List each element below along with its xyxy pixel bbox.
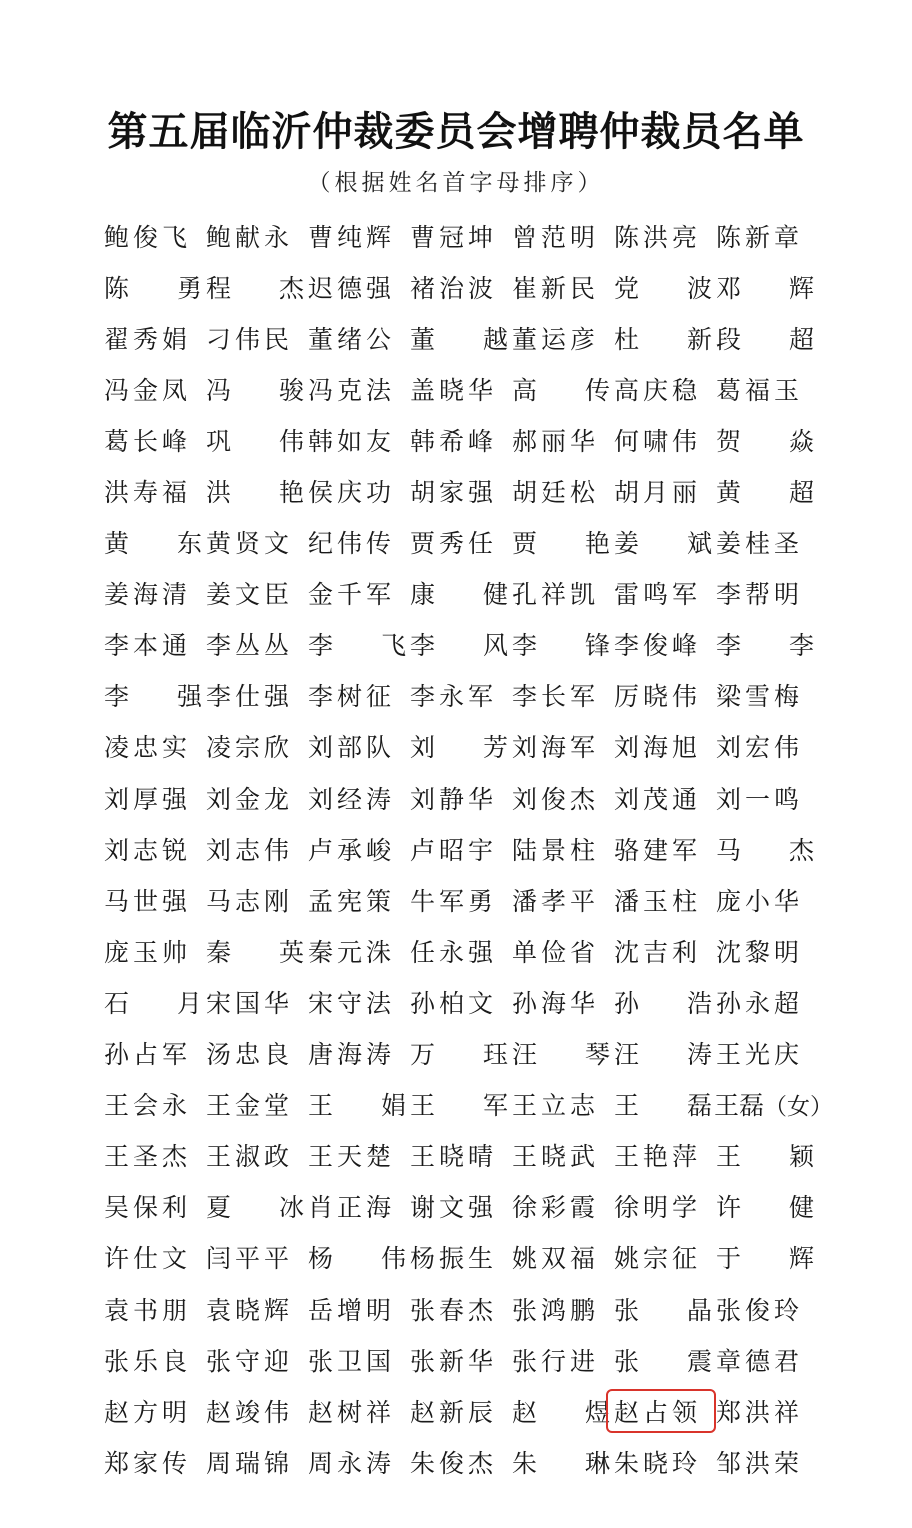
name-entry: 刘 经 涛: [307, 784, 391, 814]
name-entry: 任 永 强: [409, 937, 493, 967]
name-entry: 姚 宗 征: [613, 1244, 697, 1274]
name-entry: 雷 鸣 军: [613, 580, 697, 610]
name-entry: 刘 芳: [409, 733, 508, 763]
name-entry: 刘 海 旭: [613, 733, 697, 763]
name-entry: 李 丛 丛: [205, 631, 289, 661]
name-entry: 王 艳 萍: [613, 1142, 697, 1172]
name-entry: 段 超: [715, 324, 814, 354]
name-row: [100, 1334, 890, 1385]
name-entry: 侯 庆 功: [307, 478, 391, 508]
name-entry: 刘 静 华: [409, 784, 493, 814]
name-entry: 陈 新 章: [715, 222, 799, 252]
name-row: [100, 261, 890, 312]
name-entry: 刘 宏 伟: [715, 733, 799, 763]
name-entry: 杨 振 生: [409, 1244, 493, 1274]
name-entry: 褚 治 波: [409, 273, 493, 303]
name-entry: 王 晓 晴: [409, 1142, 493, 1172]
name-entry: 沈 吉 利: [613, 937, 697, 967]
name-entry: 汪 琴: [511, 1040, 610, 1070]
name-entry: 王 立 志: [511, 1091, 595, 1121]
name-entry: 党 波: [613, 273, 712, 303]
name-row: [100, 1232, 890, 1283]
name-entry: 章 德 君: [715, 1346, 799, 1376]
name-entry: 朱 俊 杰: [409, 1448, 493, 1478]
name-entry: 郑 洪 祥: [715, 1397, 799, 1427]
name-entry: 周 永 涛: [307, 1448, 391, 1478]
name-entry: 孙 柏 文: [409, 988, 493, 1018]
name-entry: 崔 新 民: [511, 273, 595, 303]
name-row: [100, 1181, 890, 1232]
name-entry: 杨 伟: [307, 1244, 406, 1274]
name-row: [100, 823, 890, 874]
name-entry: 陈 洪 亮: [613, 222, 697, 252]
name-entry: 朱 晓 玲: [613, 1448, 697, 1478]
name-entry: 邓 辉: [715, 273, 814, 303]
name-entry: 姜 海 清: [103, 580, 187, 610]
name-entry: 马 世 强: [103, 886, 187, 916]
name-entry: 董 绪 公: [307, 324, 391, 354]
name-entry: 刘 部 队: [307, 733, 391, 763]
name-entry: 黄 贤 文: [205, 529, 289, 559]
name-entry: 张 守 迎: [205, 1346, 289, 1376]
name-entry: 葛 长 峰: [103, 426, 187, 456]
name-entry: 李 强: [103, 682, 202, 712]
name-entry: 李 树 征: [307, 682, 391, 712]
name-entry: 冯 金 凤: [103, 375, 187, 405]
name-row: [100, 670, 890, 721]
name-entry: 刘 茂 通: [613, 784, 697, 814]
name-entry: 姜 斌: [613, 529, 712, 559]
name-row: [100, 619, 890, 670]
name-entry: 王 淑 政: [205, 1142, 289, 1172]
name-row: [100, 1028, 890, 1079]
name-row: [100, 363, 890, 414]
name-entry: 郑 家 传: [103, 1448, 187, 1478]
page-title: 第五届临沂仲裁委员会增聘仲裁员名单: [107, 108, 805, 155]
name-row: [100, 414, 890, 465]
name-entry: 孙 占 军: [103, 1040, 187, 1070]
name-entry: 万 珏: [409, 1040, 508, 1070]
name-entry: 骆 建 军: [613, 835, 697, 865]
name-entry: 金 千 军: [307, 580, 391, 610]
name-entry: 陈 勇: [103, 273, 202, 303]
name-entry: 王 会 永: [103, 1091, 187, 1121]
name-entry: 姚 双 福: [511, 1244, 595, 1274]
name-row: [100, 1130, 890, 1181]
name-entry: 马 志 刚: [205, 886, 289, 916]
name-entry: 翟 秀 娟: [103, 324, 187, 354]
name-entry: 郝 丽 华: [511, 426, 595, 456]
name-entry: 刁 伟 民: [205, 324, 289, 354]
name-entry: 张 新 华: [409, 1346, 493, 1376]
name-entry: 姜 文 臣: [205, 580, 289, 610]
name-entry: 李 俊 峰: [613, 631, 697, 661]
name-entry: 潘 玉 柱: [613, 886, 697, 916]
highlighted-name-entry: 赵 占 领: [610, 1393, 712, 1429]
name-entry: 孙 永 超: [715, 988, 799, 1018]
name-entry: 庞 小 华: [715, 886, 799, 916]
name-entry: 曹 冠 坤: [409, 222, 493, 252]
name-entry: 李 永 军: [409, 682, 493, 712]
name-entry: 姜 桂 圣: [715, 529, 799, 559]
name-row: [100, 210, 890, 261]
name-entry: 潘 孝 平: [511, 886, 595, 916]
name-entry: 高 庆 稳: [613, 375, 697, 405]
name-entry: 王 娟: [307, 1091, 406, 1121]
name-entry: 沈 黎 明: [715, 937, 799, 967]
name-entry: 董 越: [409, 324, 508, 354]
name-entry: 刘 一 鸣: [715, 784, 799, 814]
name-entry: 葛 福 玉: [715, 375, 799, 405]
name-entry: 孙 海 华: [511, 988, 595, 1018]
name-entry: 赵 新 辰: [409, 1397, 493, 1427]
name-row: [100, 568, 890, 619]
name-entry: 凌 宗 欣: [205, 733, 289, 763]
name-row: [100, 1436, 890, 1487]
name-entry: 曹 纯 辉: [307, 222, 391, 252]
name-entry: 许 健: [715, 1193, 814, 1223]
name-entry: 于 辉: [715, 1244, 814, 1274]
name-entry: 李 帮 明: [715, 580, 799, 610]
page-subtitle: （根据姓名首字母排序）: [307, 170, 605, 196]
name-row: [100, 1283, 890, 1334]
name-entry: 李 风: [409, 631, 508, 661]
name-entry: 唐 海 涛: [307, 1040, 391, 1070]
name-row: [100, 772, 890, 823]
name-entry: 厉 晓 伟: [613, 682, 697, 712]
name-entry: 韩 如 友: [307, 426, 391, 456]
name-row: [100, 874, 890, 925]
name-entry: 孙 浩: [613, 988, 712, 1018]
name-entry: 杜 新: [613, 324, 712, 354]
name-row: [100, 517, 890, 568]
name-entry: 康 健: [409, 580, 508, 610]
name-entry: 李 本 通: [103, 631, 187, 661]
name-entry: 孔 祥 凯: [511, 580, 595, 610]
name-entry: 王 金 堂: [205, 1091, 289, 1121]
name-entry: 洪 寿 福: [103, 478, 187, 508]
name-entry: 李 仕 强: [205, 682, 289, 712]
name-entry: 刘 志 锐: [103, 835, 187, 865]
name-entry: 卢 承 峻: [307, 835, 391, 865]
name-entry: 肖 正 海: [307, 1193, 391, 1223]
name-entry: 胡 廷 松: [511, 478, 595, 508]
name-entry: 鲍 俊 飞: [103, 222, 187, 252]
name-entry: 张 晶: [613, 1295, 712, 1325]
name-entry: 赵 煜: [511, 1397, 610, 1427]
name-entry: 秦 元 洙: [307, 937, 391, 967]
name-row: [100, 312, 890, 363]
name-entry: 孟 宪 策: [307, 886, 391, 916]
name-entry: 张 春 杰: [409, 1295, 493, 1325]
name-entry: 刘 海 军: [511, 733, 595, 763]
name-entry: 陆 景 柱: [511, 835, 595, 865]
name-entry: 周 瑞 锦: [205, 1448, 289, 1478]
name-entry: 曾 范 明: [511, 222, 595, 252]
name-entry: 何 啸 伟: [613, 426, 697, 456]
name-entry: 凌 忠 实: [103, 733, 187, 763]
name-entry: 刘 志 伟: [205, 835, 289, 865]
name-entry: 汤 忠 良: [205, 1040, 289, 1070]
name-row: [100, 465, 890, 516]
name-entry: 邹 洪 荣: [715, 1448, 799, 1478]
name-entry: 袁 晓 辉: [205, 1295, 289, 1325]
name-entry: 王 圣 杰: [103, 1142, 187, 1172]
name-entry: 王 军: [409, 1091, 508, 1121]
name-entry: 宋 守 法: [307, 988, 391, 1018]
name-entry: 袁 书 朋: [103, 1295, 187, 1325]
name-entry: 汪 涛: [613, 1040, 712, 1070]
name-entry: 黄 东: [103, 529, 202, 559]
name-entry: 盖 晓 华: [409, 375, 493, 405]
name-entry: 冯 克 法: [307, 375, 391, 405]
name-entry: 赵 树 祥: [307, 1397, 391, 1427]
name-entry: 单 俭 省: [511, 937, 595, 967]
name-entry: 朱 琳: [511, 1448, 610, 1478]
name-entry: 徐 彩 霞: [511, 1193, 595, 1223]
name-list: [100, 210, 890, 1487]
name-entry: 鲍 献 永: [205, 222, 289, 252]
name-entry: 梁 雪 梅: [715, 682, 799, 712]
name-entry: 赵 竣 伟: [205, 1397, 289, 1427]
name-entry: 贺 焱: [715, 426, 814, 456]
name-entry: 谢 文 强: [409, 1193, 493, 1223]
name-entry: 刘 俊 杰: [511, 784, 595, 814]
name-entry: 胡 月 丽: [613, 478, 697, 508]
name-entry: 王 磊: [613, 1091, 712, 1121]
name-entry: 张 卫 国: [307, 1346, 391, 1376]
name-entry: 冯 骏: [205, 375, 304, 405]
name-entry: 王 颖: [715, 1142, 814, 1172]
name-entry: 韩 希 峰: [409, 426, 493, 456]
name-entry: 赵 方 明: [103, 1397, 187, 1427]
name-entry: 岳 增 明: [307, 1295, 391, 1325]
name-entry: 刘 金 龙: [205, 784, 289, 814]
name-entry: 徐 明 学: [613, 1193, 697, 1223]
name-entry: 许 仕 文: [103, 1244, 187, 1274]
name-row: [100, 925, 890, 976]
name-entry: 张 震: [613, 1346, 712, 1376]
name-entry: 秦 英: [205, 937, 304, 967]
name-entry: 张 乐 良: [103, 1346, 187, 1376]
name-entry: 宋 国 华: [205, 988, 289, 1018]
name-entry: 洪 艳: [205, 478, 304, 508]
name-entry: 张 鸿 鹏: [511, 1295, 595, 1325]
name-entry: 李 李: [715, 631, 814, 661]
name-entry: 王 磊 （女）: [714, 1091, 834, 1121]
name-entry: 巩 伟: [205, 426, 304, 456]
name-entry: 王 光 庆: [715, 1040, 799, 1070]
name-entry: 马 杰: [715, 835, 814, 865]
name-row: [100, 1079, 890, 1130]
name-entry: 石 月: [103, 988, 202, 1018]
name-row: [100, 1385, 890, 1436]
name-entry: 董 运 彦: [511, 324, 595, 354]
name-entry: 程 杰: [205, 273, 304, 303]
name-entry: 牛 军 勇: [409, 886, 493, 916]
name-entry: 黄 超: [715, 478, 814, 508]
name-row: [100, 976, 890, 1027]
name-entry: 张 俊 玲: [715, 1295, 799, 1325]
name-entry: 贾 艳: [511, 529, 610, 559]
name-entry: 纪 伟 传: [307, 529, 391, 559]
name-entry: 王 晓 武: [511, 1142, 595, 1172]
name-entry: 夏 冰: [205, 1193, 304, 1223]
name-entry: 李 长 军: [511, 682, 595, 712]
name-entry: 李 飞: [307, 631, 406, 661]
name-entry: 迟 德 强: [307, 273, 391, 303]
name-entry: 闫 平 平: [205, 1244, 289, 1274]
name-entry: 王 天 楚: [307, 1142, 391, 1172]
name-entry: 刘 厚 强: [103, 784, 187, 814]
name-row: [100, 721, 890, 772]
name-entry: 胡 家 强: [409, 478, 493, 508]
name-entry: 吴 保 利: [103, 1193, 187, 1223]
name-entry: 庞 玉 帅: [103, 937, 187, 967]
name-entry: 高 传: [511, 375, 610, 405]
name-entry: 张 行 进: [511, 1346, 595, 1376]
name-entry: 贾 秀 任: [409, 529, 493, 559]
name-entry: 卢 昭 宇: [409, 835, 493, 865]
name-entry: 李 锋: [511, 631, 610, 661]
